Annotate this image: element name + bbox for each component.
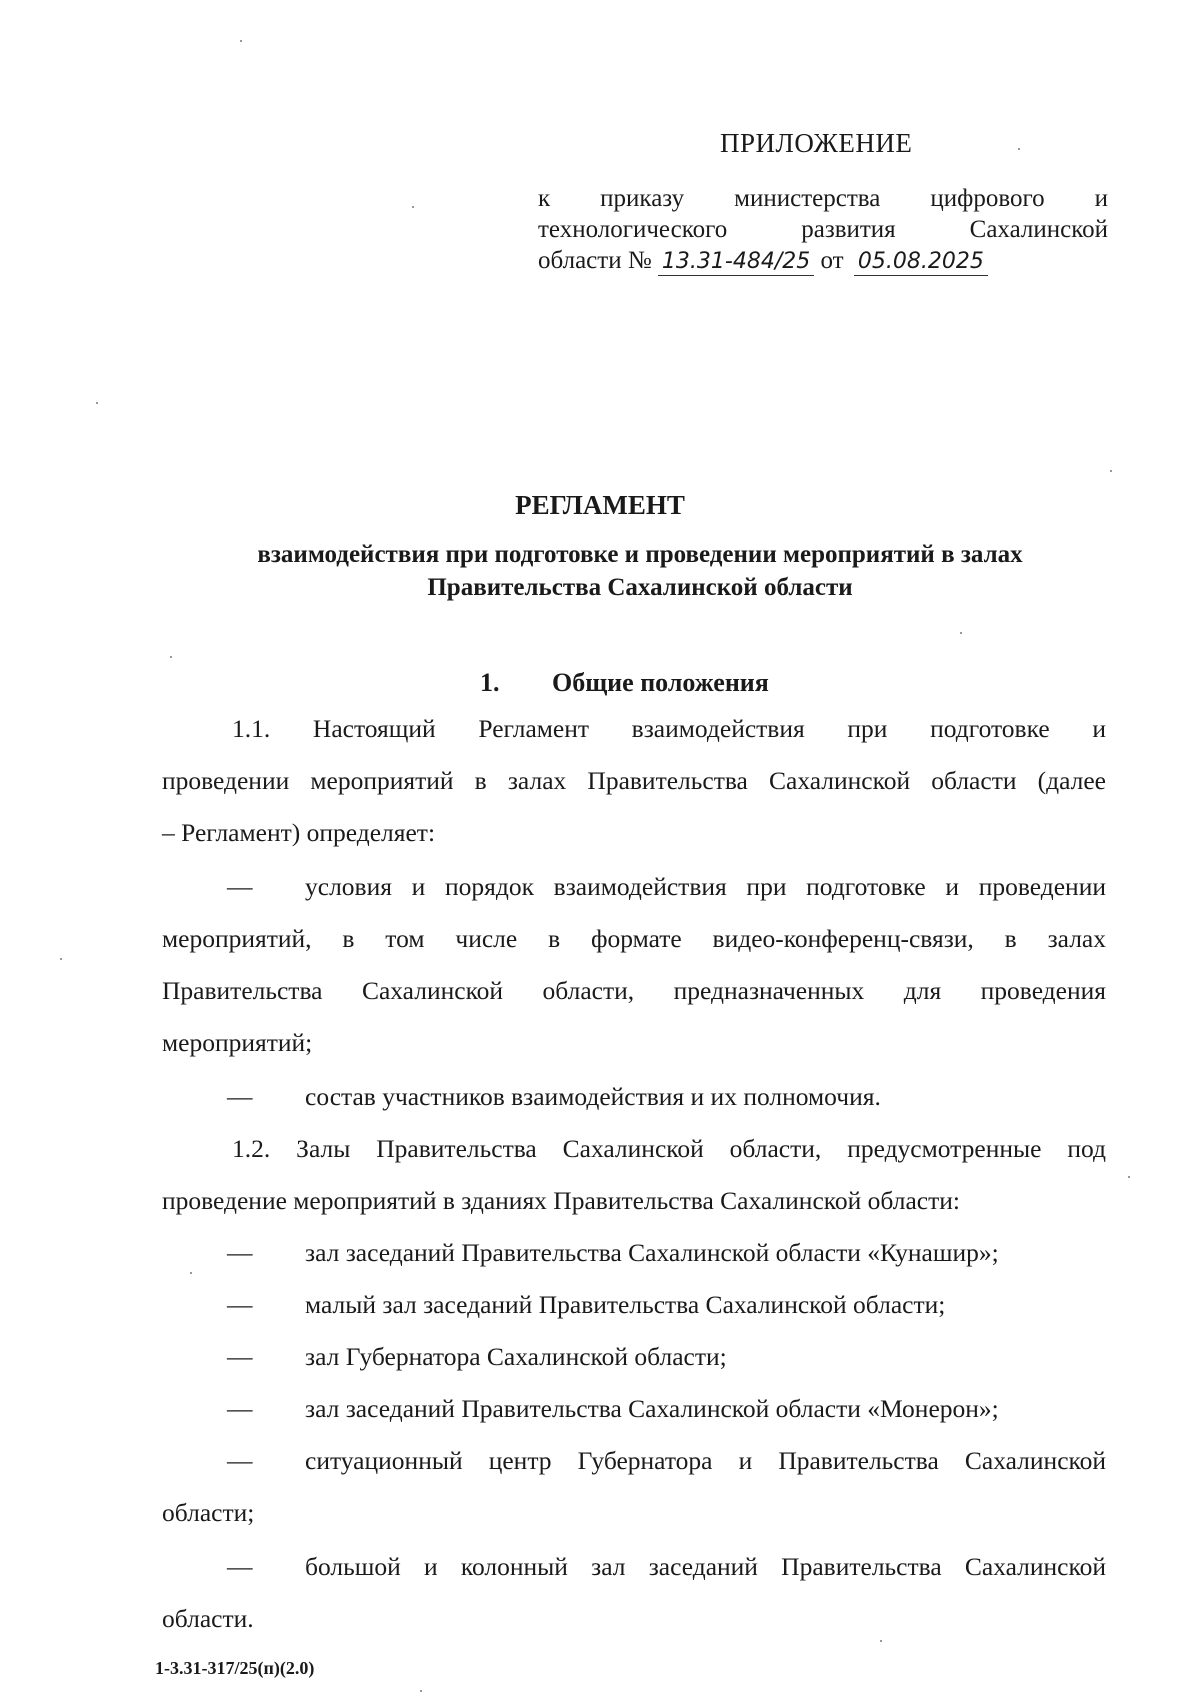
scan-speck (420, 1690, 422, 1692)
attachment-line-2: технологического развития Сахалинской (538, 216, 1108, 243)
list-item-big-hall (162, 1552, 1106, 1582)
list-item-conditions (162, 872, 1106, 902)
dash-marker: — (227, 1290, 253, 1319)
scan-speck (1018, 148, 1020, 150)
section-title: Общие положения (552, 668, 769, 697)
attachment-reference (538, 183, 1108, 276)
section-heading (480, 668, 769, 698)
order-date-handwritten: 05.08.2025 (854, 249, 988, 276)
subtitle-line-2: Правительства Сахалинской области (427, 574, 853, 601)
list-item-hall-governor (162, 1342, 1106, 1372)
scan-speck (412, 206, 414, 208)
date-prefix: от (820, 247, 844, 274)
attachment-line-3-prefix: области № (538, 247, 652, 274)
document-title: РЕГЛАМЕНТ (515, 490, 685, 520)
big-hall-line-1: большой и колонный зал заседаний Правительства Сахалинской (305, 1552, 1106, 1581)
list-item-participants-text: состав участников взаимодействия и их полномочия. (305, 1082, 881, 1111)
scan-speck (1110, 470, 1112, 472)
paragraph-1-1-line-1: 1.1. Настоящий Регламент взаимодействия при подготовке и (232, 714, 1106, 743)
hall-governor-text: зал Губернатора Сахалинской области; (305, 1342, 727, 1371)
attachment-title: ПРИЛОЖЕНИЕ (720, 128, 913, 158)
attachment-line-1: к приказу министерства цифрового и (538, 185, 1108, 212)
paragraph-1-2-line-1: 1.2. Залы Правительства Сахалинской области, предусмотренные под (232, 1134, 1106, 1163)
order-number-handwritten: 13.31-484/25 (658, 249, 814, 276)
dash-marker: — (227, 1342, 253, 1371)
section-number: 1. (480, 668, 500, 697)
dash-marker: — (227, 1082, 253, 1111)
big-hall-line-2: области. (162, 1604, 254, 1633)
hall-moneron-text: зал заседаний Правительства Сахалинской области «Монерон»; (305, 1394, 999, 1423)
scan-speck (880, 1640, 882, 1642)
attachment-line-3 (538, 245, 1108, 276)
paragraph-1-2-line-2: проведение мероприятий в зданиях Правительства Сахалинской области: (162, 1186, 960, 1215)
list-item-hall-kunashir (162, 1238, 1106, 1268)
list-item-hall-small (162, 1290, 1106, 1320)
list-item-conditions-line-3: Правительства Сахалинской области, предназначенных для проведения (162, 976, 1106, 1005)
list-item-hall-moneron (162, 1394, 1106, 1424)
list-item-participants (162, 1082, 1106, 1112)
scan-speck (170, 656, 172, 658)
dash-marker: — (227, 1394, 253, 1423)
dash-marker: — (227, 1238, 253, 1267)
document-footer-code: 1-3.31-317/25(п)(2.0) (155, 1658, 315, 1678)
list-item-situation-center (162, 1446, 1106, 1476)
scan-speck (96, 402, 98, 404)
scan-speck (60, 958, 62, 960)
dash-marker: — (227, 872, 253, 901)
dash-marker: — (227, 1552, 253, 1581)
scan-speck (1128, 1176, 1130, 1178)
hall-kunashir-text: зал заседаний Правительства Сахалинской области «Кунашир»; (305, 1238, 999, 1267)
dash-marker: — (227, 1446, 253, 1475)
list-item-conditions-line-4: мероприятий; (162, 1028, 313, 1057)
document-subtitle (190, 538, 1090, 604)
list-item-conditions-line-1: условия и порядок взаимодействия при подготовке и проведении (305, 872, 1106, 901)
hall-small-text: малый зал заседаний Правительства Сахалинской области; (305, 1290, 946, 1319)
situation-center-line-2: области; (162, 1498, 255, 1527)
scan-speck (190, 1272, 192, 1274)
list-item-conditions-line-2: мероприятий, в том числе в формате видео-конференц-связи, в залах (162, 924, 1106, 953)
scan-speck (240, 40, 242, 42)
subtitle-line-1: взаимодействия при подготовке и проведении мероприятий в залах (257, 541, 1023, 568)
paragraph-1-1-line-3: – Регламент) определяет: (162, 818, 436, 847)
paragraph-1-1-line-2: проведении мероприятий в залах Правительства Сахалинской области (далее (162, 766, 1106, 795)
scan-speck (960, 632, 962, 634)
situation-center-line-1: ситуационный центр Губернатора и Правительства Сахалинской (305, 1446, 1106, 1475)
